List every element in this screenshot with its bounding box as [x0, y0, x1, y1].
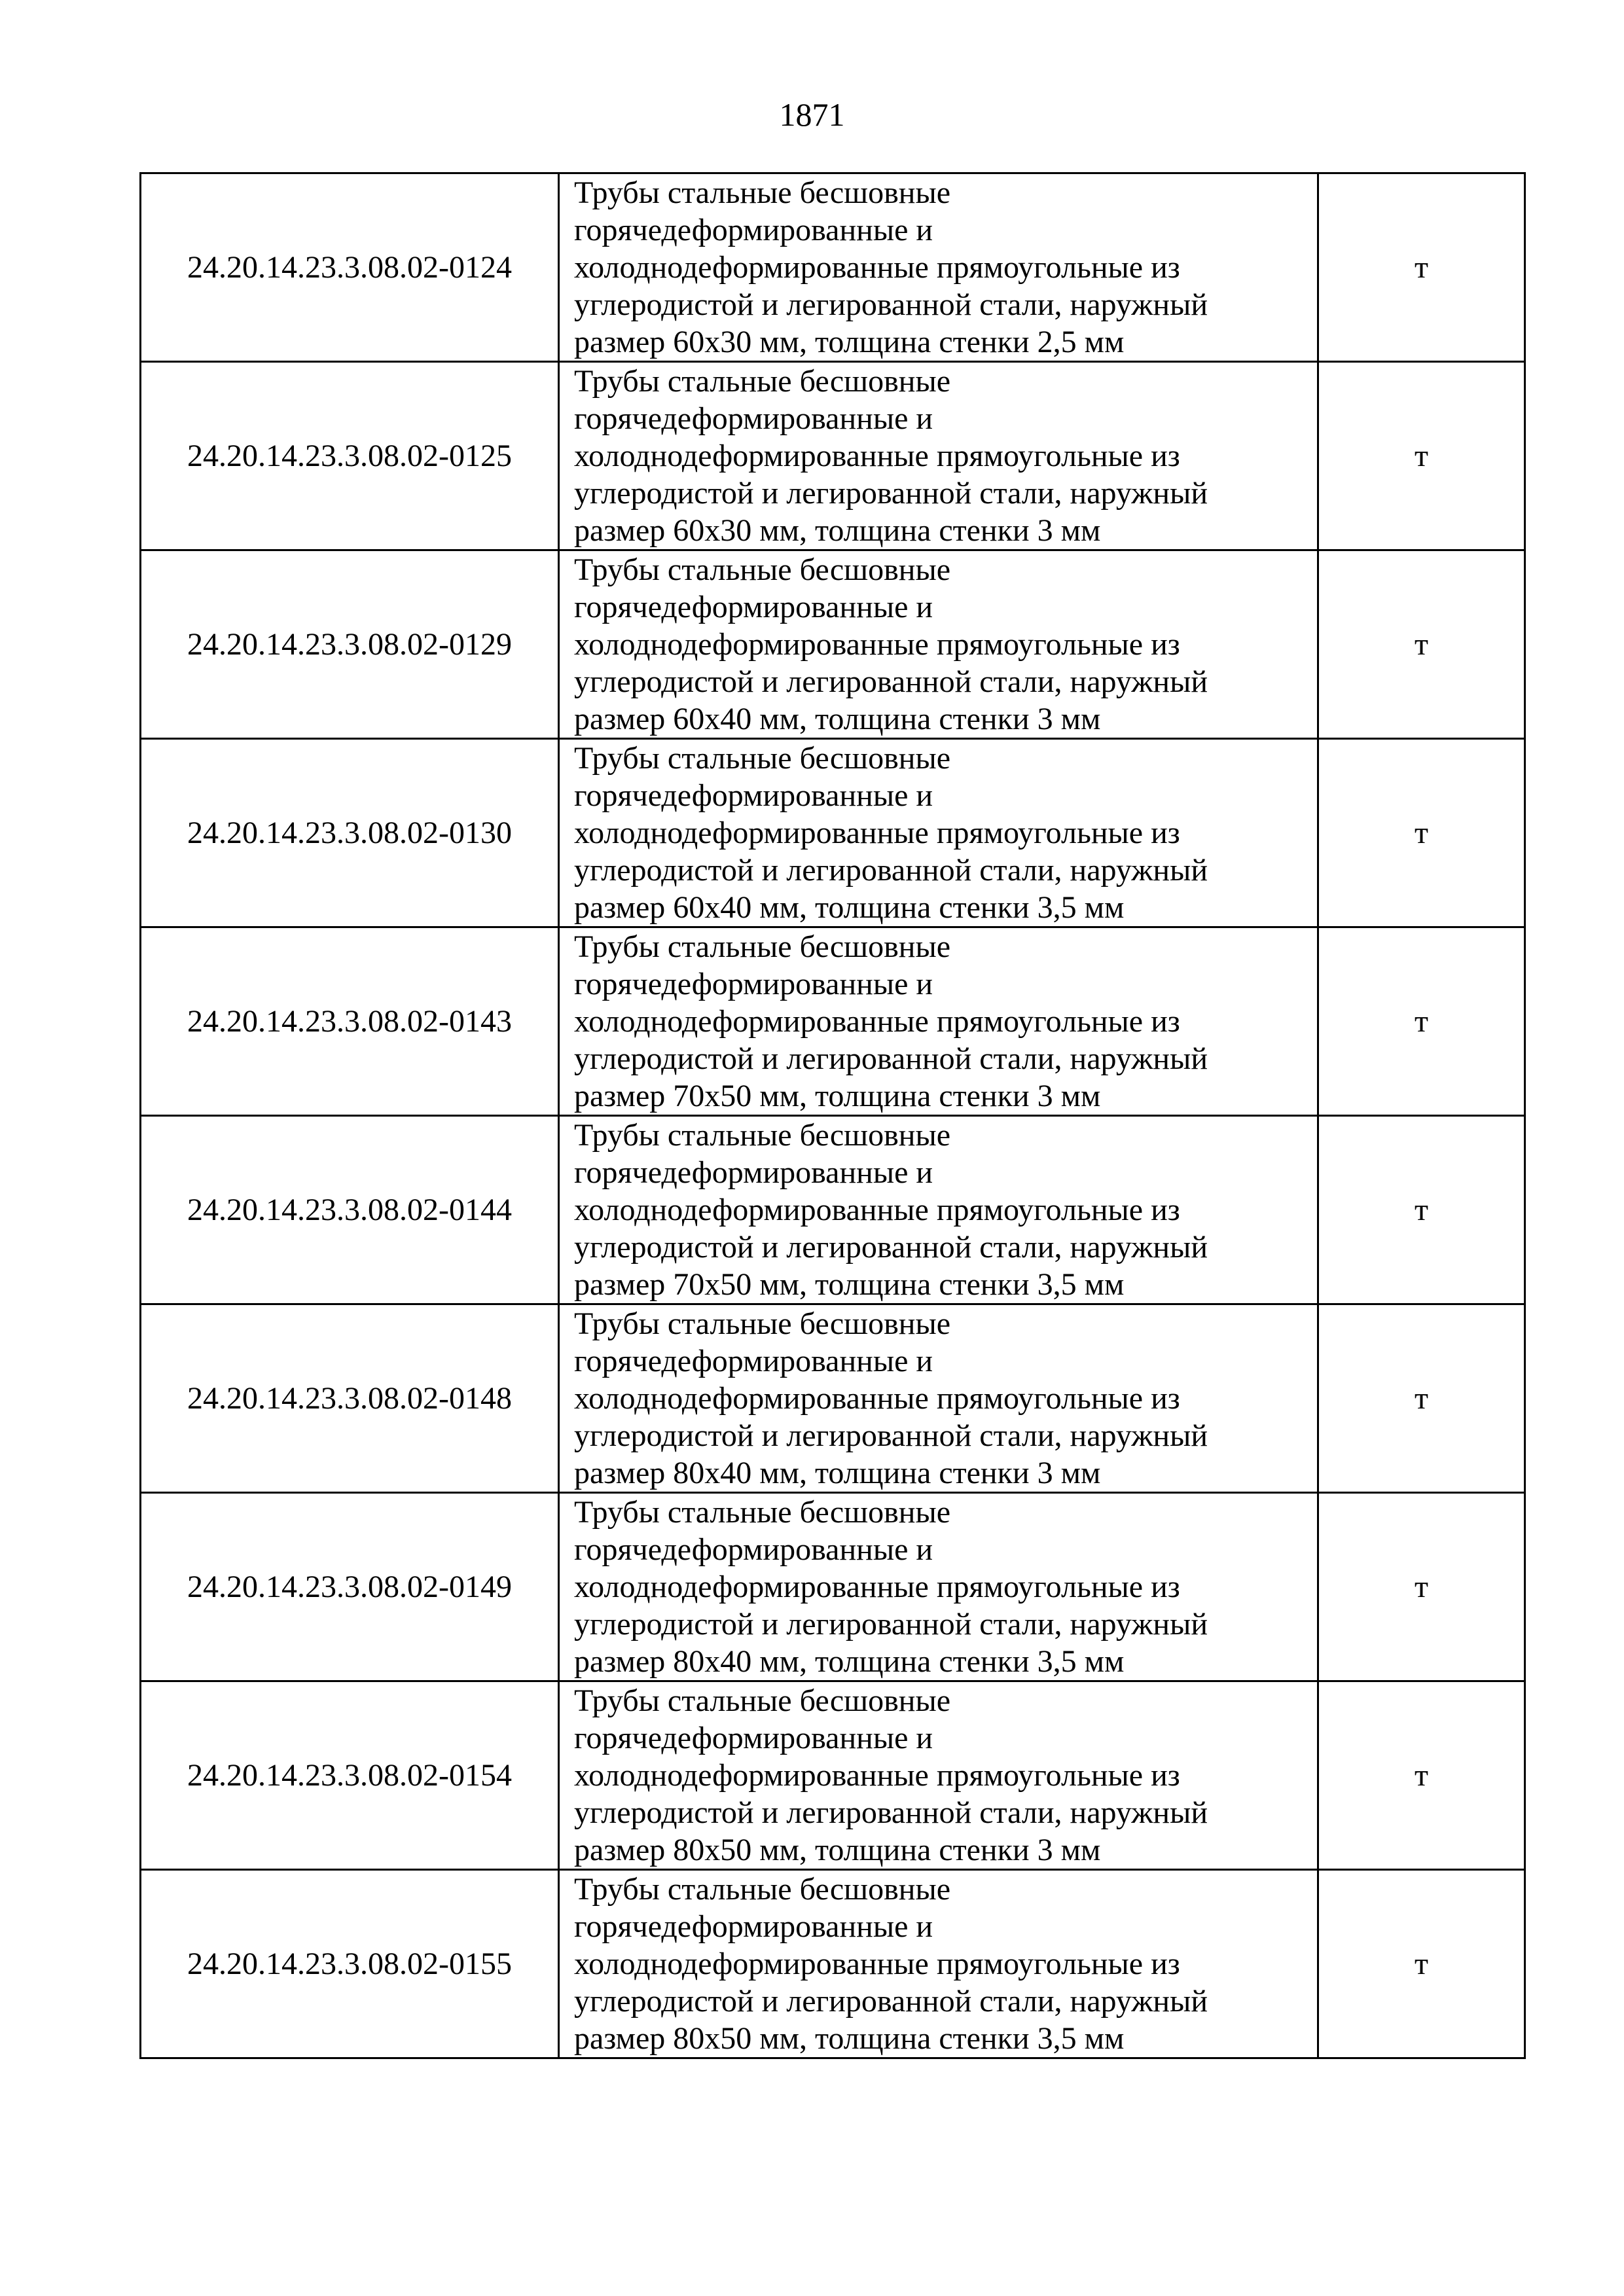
- resource-description-cell: [559, 739, 1318, 927]
- resource-code: 24.20.14.23.3.08.02-0130: [141, 739, 559, 927]
- resource-description: Трубы стальные бесшовные горячедеформированные и холоднодеформированные прямоугольные из углеродистой и легированной стали, наружный размер 60x40 мм, толщина стенки 3,5 мм: [574, 741, 1208, 925]
- resource-description: Трубы стальные бесшовные горячедеформированные и холоднодеформированные прямоугольные из углеродистой и легированной стали, наружный размер 70x50 мм, толщина стенки 3,5 мм: [574, 1118, 1208, 1302]
- table-row: [141, 1493, 1525, 1681]
- resource-code: 24.20.14.23.3.08.02-0148: [141, 1304, 559, 1493]
- unit-of-measure: т: [1318, 927, 1525, 1116]
- table-row: [141, 1870, 1525, 2058]
- table-row: [141, 173, 1525, 362]
- table-row: [141, 550, 1525, 739]
- page-number: 1871: [779, 96, 845, 133]
- resource-code: 24.20.14.23.3.08.02-0143: [141, 927, 559, 1116]
- table-row: [141, 739, 1525, 927]
- resource-description: Трубы стальные бесшовные горячедеформированные и холоднодеформированные прямоугольные из углеродистой и легированной стали, наружный размер 80x50 мм, толщина стенки 3,5 мм: [574, 1872, 1208, 2056]
- resource-code: 24.20.14.23.3.08.02-0129: [141, 550, 559, 739]
- resource-description: Трубы стальные бесшовные горячедеформированные и холоднодеформированные прямоугольные из углеродистой и легированной стали, наружный размер 80x40 мм, толщина стенки 3 мм: [574, 1306, 1208, 1490]
- resource-description: Трубы стальные бесшовные горячедеформированные и холоднодеформированные прямоугольные из углеродистой и легированной стали, наружный размер 60x40 мм, толщина стенки 3 мм: [574, 552, 1208, 736]
- resource-code: 24.20.14.23.3.08.02-0154: [141, 1681, 559, 1870]
- unit-of-measure: т: [1318, 1493, 1525, 1681]
- resource-description-cell: [559, 1304, 1318, 1493]
- unit-of-measure: т: [1318, 550, 1525, 739]
- resource-description: Трубы стальные бесшовные горячедеформированные и холоднодеформированные прямоугольные из углеродистой и легированной стали, наружный размер 60x30 мм, толщина стенки 3 мм: [574, 364, 1208, 548]
- resource-code: 24.20.14.23.3.08.02-0149: [141, 1493, 559, 1681]
- resource-description-cell: [559, 1116, 1318, 1304]
- unit-of-measure: т: [1318, 1681, 1525, 1870]
- table-row: [141, 1304, 1525, 1493]
- table-row: [141, 927, 1525, 1116]
- unit-of-measure: т: [1318, 1116, 1525, 1304]
- resource-description-cell: [559, 173, 1318, 362]
- table-row: [141, 362, 1525, 550]
- resource-description-cell: [559, 1681, 1318, 1870]
- resource-description-cell: [559, 927, 1318, 1116]
- resource-code: 24.20.14.23.3.08.02-0124: [141, 173, 559, 362]
- table-row: [141, 1681, 1525, 1870]
- unit-of-measure: т: [1318, 1870, 1525, 2058]
- unit-of-measure: т: [1318, 362, 1525, 550]
- resource-description: Трубы стальные бесшовные горячедеформированные и холоднодеформированные прямоугольные из углеродистой и легированной стали, наружный размер 80x40 мм, толщина стенки 3,5 мм: [574, 1495, 1208, 1679]
- resource-code-table: [139, 172, 1526, 2059]
- unit-of-measure: т: [1318, 1304, 1525, 1493]
- resource-description-cell: [559, 1493, 1318, 1681]
- table-row: [141, 1116, 1525, 1304]
- unit-of-measure: т: [1318, 739, 1525, 927]
- resource-code: 24.20.14.23.3.08.02-0155: [141, 1870, 559, 2058]
- resource-description: Трубы стальные бесшовные горячедеформированные и холоднодеформированные прямоугольные из углеродистой и легированной стали, наружный размер 60x30 мм, толщина стенки 2,5 мм: [574, 175, 1208, 359]
- resource-description: Трубы стальные бесшовные горячедеформированные и холоднодеформированные прямоугольные из углеродистой и легированной стали, наружный размер 80x50 мм, толщина стенки 3 мм: [574, 1683, 1208, 1867]
- resource-code: 24.20.14.23.3.08.02-0144: [141, 1116, 559, 1304]
- resource-description: Трубы стальные бесшовные горячедеформированные и холоднодеформированные прямоугольные из углеродистой и легированной стали, наружный размер 70x50 мм, толщина стенки 3 мм: [574, 929, 1208, 1113]
- resource-description-cell: [559, 1870, 1318, 2058]
- resource-description-cell: [559, 362, 1318, 550]
- resource-code: 24.20.14.23.3.08.02-0125: [141, 362, 559, 550]
- unit-of-measure: т: [1318, 173, 1525, 362]
- resource-description-cell: [559, 550, 1318, 739]
